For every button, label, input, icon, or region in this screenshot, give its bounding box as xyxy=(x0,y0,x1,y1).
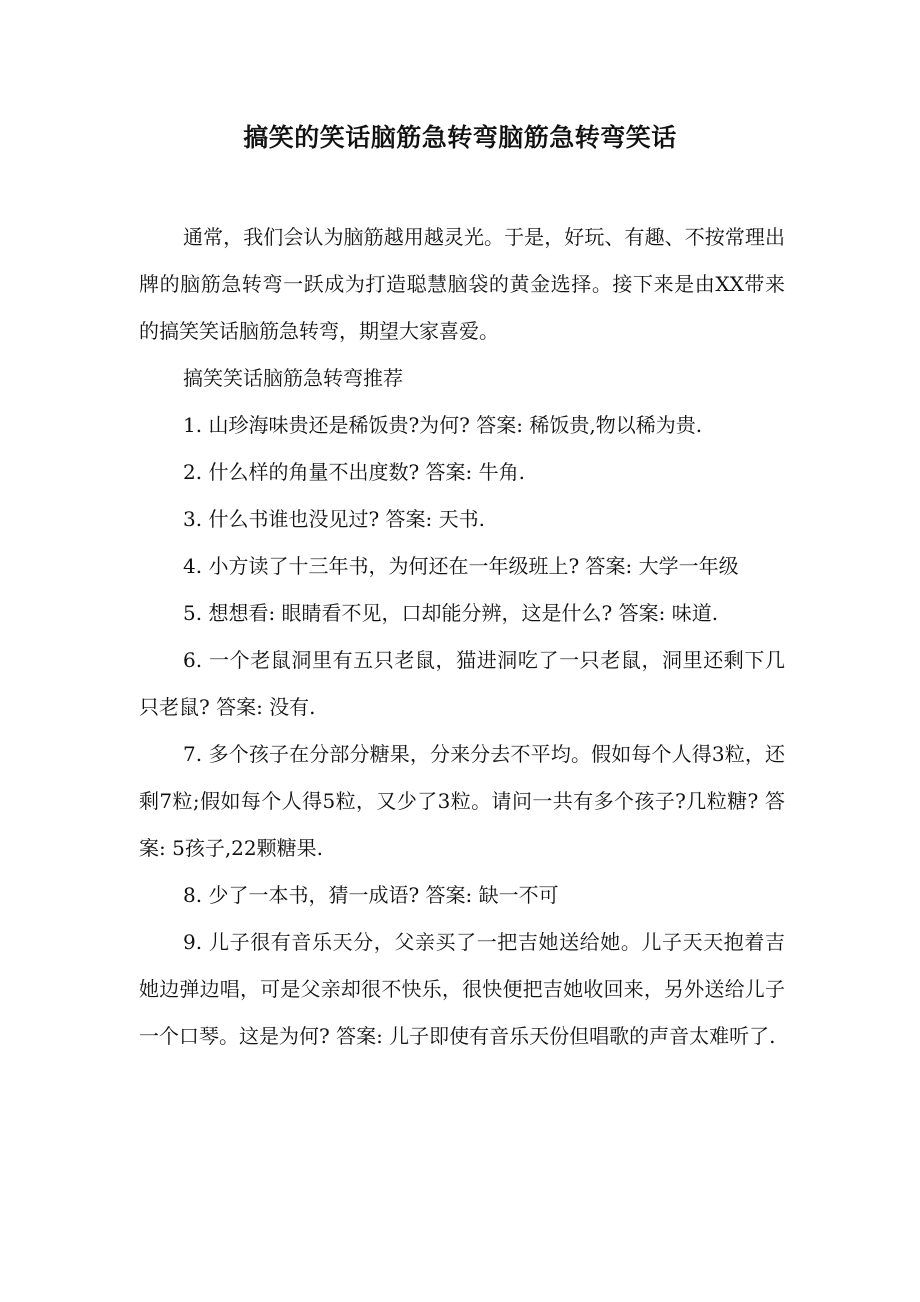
riddle-item-5: 5. 想想看: 眼睛看不见，口却能分辨，这是什么? 答案: 味道. xyxy=(183,601,719,625)
riddle-item-3: 3. 什么书谁也没见过? 答案: 天书. xyxy=(183,507,485,531)
riddle-item-7: 7. 多个孩子在分部分糖果，分来分去不平均。假如每个人得3粒，还剩7粒;假如每个人得5粒，又少了3粒。请问一共有多个孩子?几粒糖? 答案: 5孩子,22颗糖果. xyxy=(139,742,785,860)
riddle-item-9: 9. 儿子很有音乐天分，父亲买了一把吉她送给她。儿子天天抱着吉她边弹边唱，可是父亲却很不快乐，很快便把吉她收回来，另外送给儿子一个口琴。这是为何? 答案: 儿子即使有音乐天份但唱歌的声音太难听了. xyxy=(139,930,785,1048)
riddle-item-4: 4. 小方读了十三年书，为何还在一年级班上? 答案: 大学一年级 xyxy=(183,554,739,578)
riddle-item-8: 8. 少了一本书，猜一成语? 答案: 缺一不可 xyxy=(183,883,559,907)
riddle-item-1: 1. 山珍海味贵还是稀饭贵?为何? 答案: 稀饭贵,物以稀为贵. xyxy=(183,413,703,437)
document-title: 搞笑的笑话脑筋急转弯脑筋急转弯笑话 xyxy=(243,123,677,152)
riddle-item-2: 2. 什么样的角量不出度数? 答案: 牛角. xyxy=(183,460,525,484)
document-body xyxy=(139,214,785,1060)
intro-paragraph: 通常，我们会认为脑筋越用越灵光。于是，好玩、有趣、不按常理出牌的脑筋急转弯一跃成为打造聪慧脑袋的黄金选择。接下来是由XX带来的搞笑笑话脑筋急转弯，期望大家喜爱。 xyxy=(139,225,785,343)
riddle-item-6: 6. 一个老鼠洞里有五只老鼠，猫进洞吃了一只老鼠，洞里还剩下几只老鼠? 答案: 没有. xyxy=(139,648,785,719)
section-heading: 搞笑笑话脑筋急转弯推荐 xyxy=(183,366,403,390)
